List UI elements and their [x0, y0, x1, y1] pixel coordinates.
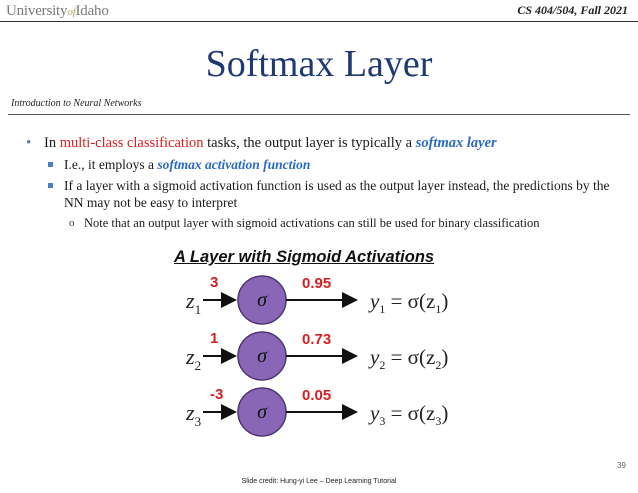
z-value-1: 3	[210, 274, 219, 291]
input-label-2: $z_2$	[186, 344, 202, 373]
bullet-2-emphasis: softmax activation function	[157, 157, 311, 172]
output-equation-1: $y_1 = \sigma(z_1)$	[370, 289, 449, 316]
bullet-1-emphasis: softmax layer	[415, 135, 497, 151]
output-equation-2: $y_2 = \sigma(z_2)$	[370, 345, 449, 372]
bullet-dot-icon: •	[26, 135, 32, 151]
output-value-1: 0.95	[302, 275, 332, 292]
bullet-1-text-b: tasks, the output layer is typically a	[203, 135, 416, 151]
input-label-1: $z_1$	[186, 288, 202, 317]
bullet-circle-icon: o	[69, 217, 75, 229]
bullet-3-text: If a layer with a sigmoid activation function is used as the output layer instead, the predictions by the NN may not be easy to interpret	[64, 178, 610, 210]
slide-credit: Slide credit: Hung-yi Lee – Deep Learning Tutorial	[241, 478, 397, 485]
bullet-1-text-a: In	[44, 135, 60, 151]
output-equation-3: $y_3 = \sigma(z_3)$	[370, 401, 449, 428]
slide-subtitle: Introduction to Neural Networks	[11, 98, 142, 109]
bullet-4-text: Note that an output layer with sigmoid activations can still be used for binary classification	[84, 216, 540, 230]
slide-title: Softmax Layer	[205, 43, 433, 85]
course-label: CS 404/504, Fall 2021	[517, 3, 628, 17]
logo-of: of	[67, 6, 76, 18]
sigma-symbol-2: σ	[257, 345, 267, 367]
z-value-3: -3	[210, 386, 224, 403]
input-label-3: $z_3$	[186, 400, 202, 429]
bullet-1-highlight: multi-class classification	[59, 135, 204, 151]
page-number: 39	[617, 461, 626, 470]
bullet-2-text: I.e., it employs a	[64, 157, 158, 172]
figure-title: A Layer with Sigmoid Activations	[174, 248, 435, 266]
sigma-symbol-1: σ	[257, 289, 267, 311]
sigma-symbol-3: σ	[257, 401, 267, 423]
z-value-2: 1	[210, 330, 219, 347]
output-value-2: 0.73	[302, 331, 332, 348]
output-value-3: 0.05	[302, 387, 332, 404]
logo-idaho: Idaho	[75, 3, 109, 19]
logo-university: University	[6, 3, 68, 19]
